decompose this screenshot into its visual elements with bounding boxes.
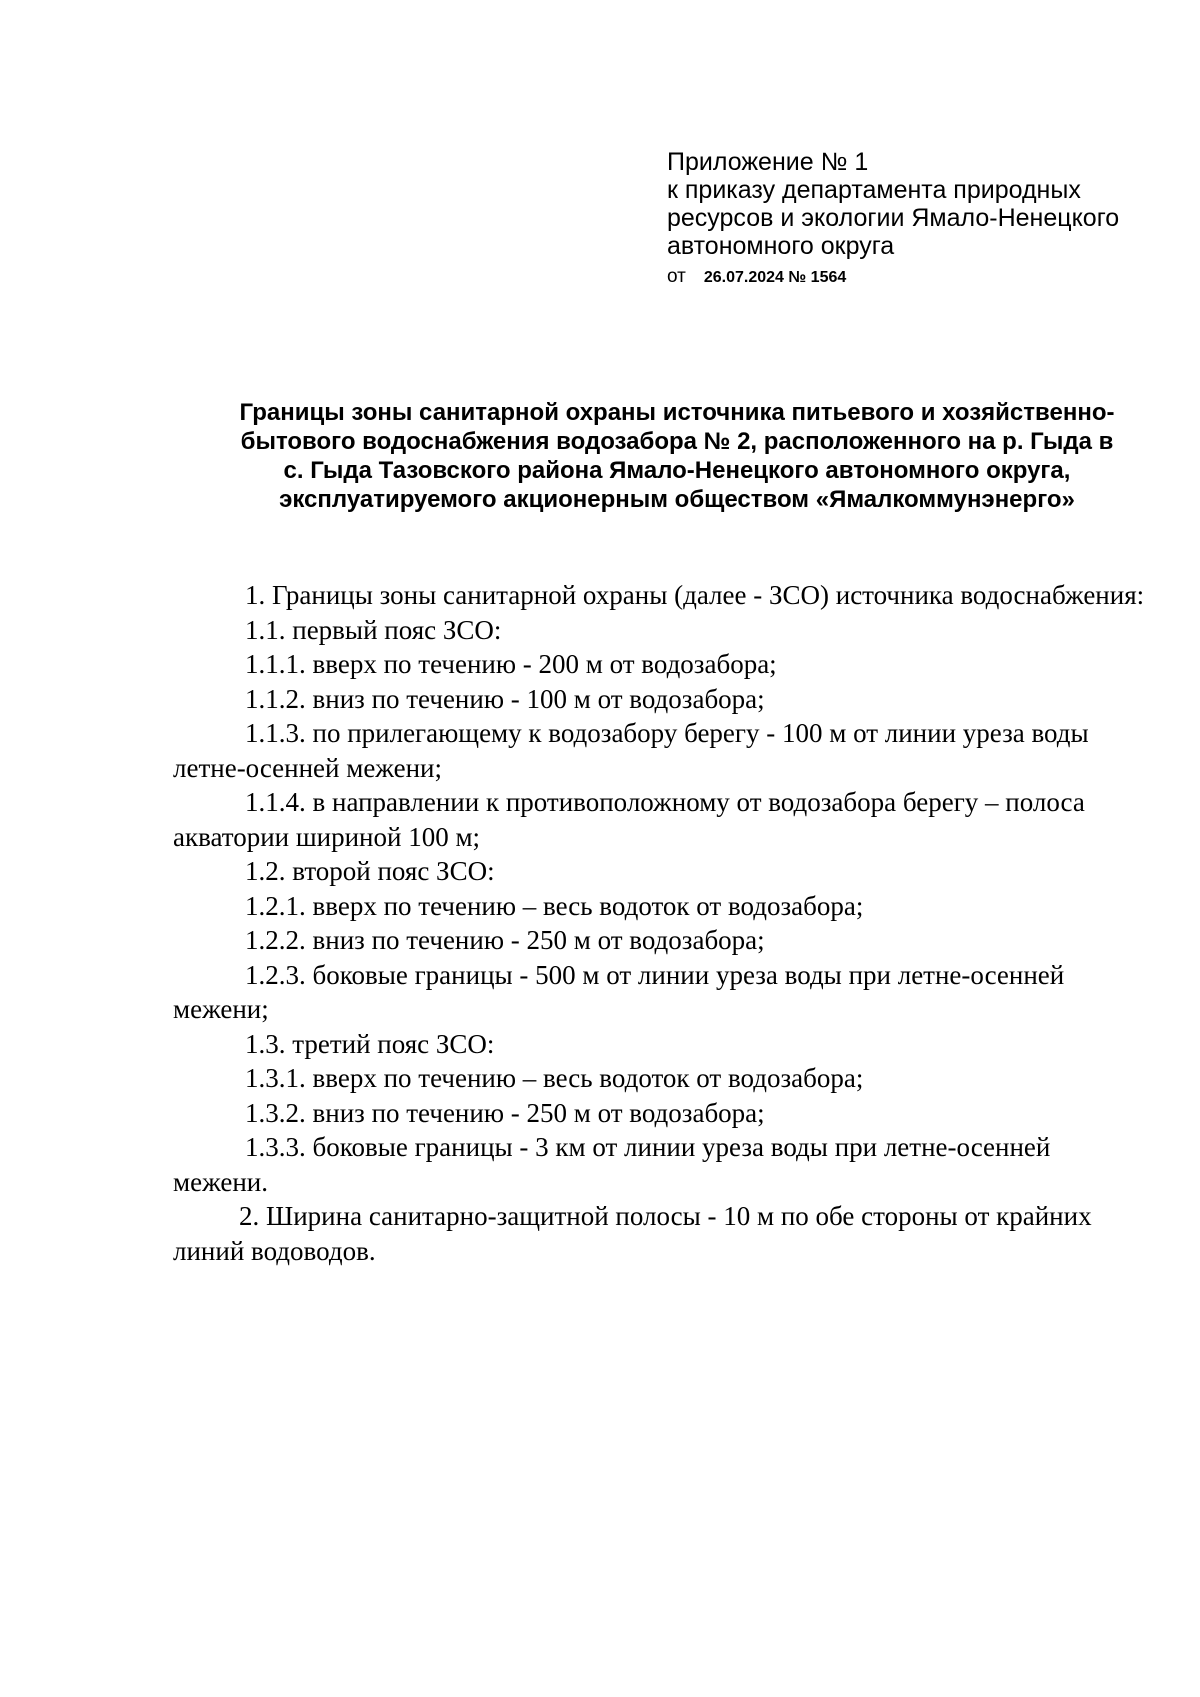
paragraph-1-3-3: 1.3.3. боковые границы - 3 км от линии уреза воды при летне-осенней межени. <box>173 1132 1051 1197</box>
order-prefix: от <box>667 266 686 287</box>
paragraph-1-1-2: 1.1.2. вниз по течению - 100 м от водозабора; <box>245 683 765 714</box>
appendix-order-ref: к приказу департамента природных <box>667 176 1081 204</box>
paragraph-1-2-2: 1.2.2. вниз по течению - 250 м от водозабора; <box>245 925 765 955</box>
paragraph-1: 1. Границы зоны санитарной охраны (далее - ЗСО) источника водоснабжения: <box>245 580 1145 610</box>
paragraph-1-3-2: 1.3.2. вниз по течению - 250 м от водозабора; <box>245 1097 765 1128</box>
paragraph-1-1-1: 1.1.1. вверх по течению - 200 м от водозабора; <box>245 649 777 679</box>
appendix-header <box>667 148 1167 291</box>
paragraph-1-1-3: 1.1.3. по прилегающему к водозабору берегу - 100 м от линии уреза воды летне-осенней межени; <box>173 718 1089 783</box>
appendix-department: ресурсов и экологии Ямало-Ненецкого <box>667 204 1120 232</box>
paragraph-2: 2. Ширина санитарно-защитной полосы - 10 м по обе стороны от крайних линий водоводов. <box>173 1201 1092 1266</box>
title-line-2: бытового водоснабжения водозабора № 2, расположенного на р. Гыда в <box>240 428 1114 455</box>
order-date-number: 26.07.2024 № 1564 <box>703 269 847 286</box>
paragraph-1-1-4: 1.1.4. в направлении к противоположному от водозабора берегу – полоса акватории шириной 100 м; <box>173 787 1085 852</box>
document-title <box>172 398 1182 514</box>
paragraph-1-3: 1.3. третий пояс ЗСО: <box>245 1028 495 1059</box>
title-line-1: Границы зоны санитарной охраны источника питьевого и хозяйственно- <box>239 399 1115 426</box>
document-body <box>173 578 1150 1268</box>
appendix-region: автономного округа <box>667 232 895 260</box>
paragraph-1-3-1: 1.3.1. вверх по течению – весь водоток от водозабора; <box>245 1063 864 1093</box>
paragraph-1-1: 1.1. первый пояс ЗСО: <box>245 614 502 645</box>
title-line-3: с. Гыда Тазовского района Ямало-Ненецкого автономного округа, <box>283 457 1071 484</box>
paragraph-1-2: 1.2. второй пояс ЗСО: <box>245 856 495 886</box>
paragraph-1-2-3: 1.2.3. боковые границы - 500 м от линии уреза воды при летне-осенней межени; <box>173 959 1065 1024</box>
appendix-number: Приложение № 1 <box>667 148 869 176</box>
paragraph-1-2-1: 1.2.1. вверх по течению – весь водоток от водозабора; <box>245 890 864 921</box>
title-line-4: эксплуатируемого акционерным обществом «Ямалкоммунэнерго» <box>279 486 1075 513</box>
order-date-line <box>667 264 1167 291</box>
